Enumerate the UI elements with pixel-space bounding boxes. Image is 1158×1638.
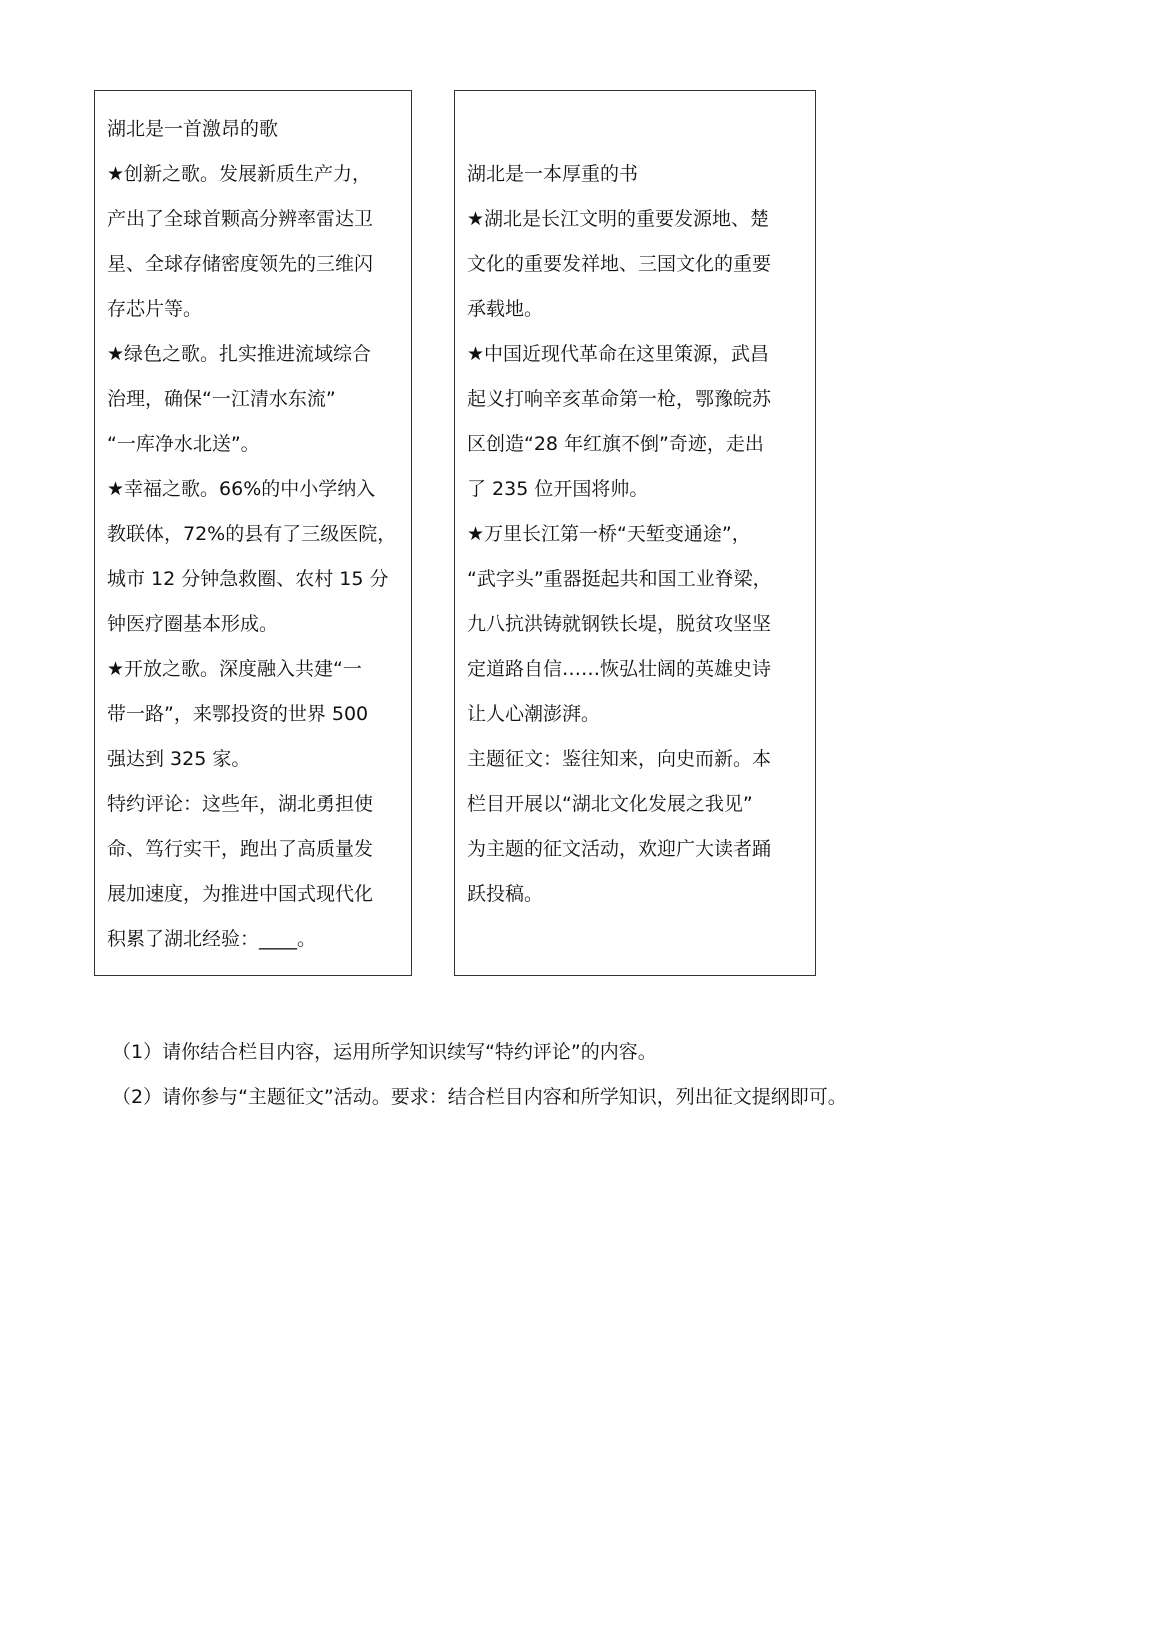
left-line: ★绿色之歌。扎实推进流域综合 (107, 343, 372, 365)
question-2: （2）请你参与“主题征文”活动。要求：结合栏目内容和所学知识，列出征文提纲即可。 (112, 1086, 847, 1108)
right-line: ★中国近现代革命在这里策源，武昌 (467, 343, 770, 365)
right-line: 起义打响辛亥革命第一枪，鄂豫皖苏 (467, 388, 772, 410)
left-line: 强达到 325 家。 (107, 748, 251, 770)
right-line: ★万里长江第一桥“天堑变通途”， (467, 523, 751, 545)
right-line: 跃投稿。 (467, 883, 544, 905)
right-line: 区创造“28 年红旗不倒”奇迹，走出 (467, 433, 764, 455)
right-line: “武字头”重器挺起共和国工业脊梁， (467, 568, 772, 590)
question-1: （1）请你结合栏目内容，运用所学知识续写“特约评论”的内容。 (112, 1041, 657, 1063)
left-line: 存芯片等。 (107, 298, 203, 320)
right-line: 九八抗洪铸就钢铁长堤，脱贫攻坚坚 (467, 613, 772, 635)
right-column-title: 湖北是一本厚重的书 (467, 163, 639, 185)
left-line: ★创新之歌。发展新质生产力， (107, 163, 372, 185)
left-line: 产出了全球首颗高分辨率雷达卫 (107, 208, 374, 230)
right-line: 主题征文：鉴往知来，向史而新。本 (467, 748, 772, 770)
left-line: 治理，确保“一江清水东流” (107, 388, 336, 410)
left-line: ★开放之歌。深度融入共建“一 (107, 658, 362, 680)
right-line: 了 235 位开国将帅。 (467, 478, 649, 500)
right-line: 为主题的征文活动，欢迎广大读者踊 (467, 838, 772, 860)
left-column-title: 湖北是一首激昂的歌 (107, 118, 279, 140)
right-column-box (454, 90, 816, 976)
left-line: “一库净水北送”。 (107, 433, 260, 455)
right-line: 让人心潮澎湃。 (467, 703, 601, 725)
left-line: 带一路”，来鄂投资的世界 500 (107, 703, 369, 725)
left-line: 星、全球存储密度领先的三维闪 (107, 253, 374, 275)
left-line: 钟医疗圈基本形成。 (107, 613, 279, 635)
questions-block (112, 1030, 1112, 1120)
right-line: 栏目开展以“湖北文化发展之我见” (467, 793, 753, 815)
left-line: 展加速度，为推进中国式现代化 (107, 883, 374, 905)
left-line: 命、笃行实干，跑出了高质量发 (107, 838, 374, 860)
left-line: 城市 12 分钟急救圈、农村 15 分 (107, 568, 389, 590)
left-line: ★幸福之歌。66%的中小学纳入 (107, 478, 376, 500)
left-line: 积累了湖北经验：____。 (107, 928, 317, 950)
right-line: 文化的重要发祥地、三国文化的重要 (467, 253, 772, 275)
right-line: 承载地。 (467, 298, 544, 320)
left-line: 教联体，72%的县有了三级医院， (107, 523, 397, 545)
right-line: 定道路自信……恢弘壮阔的英雄史诗 (467, 658, 772, 680)
left-column-box (94, 90, 412, 976)
left-line: 特约评论：这些年，湖北勇担使 (107, 793, 374, 815)
right-line: ★湖北是长江文明的重要发源地、楚 (467, 208, 770, 230)
